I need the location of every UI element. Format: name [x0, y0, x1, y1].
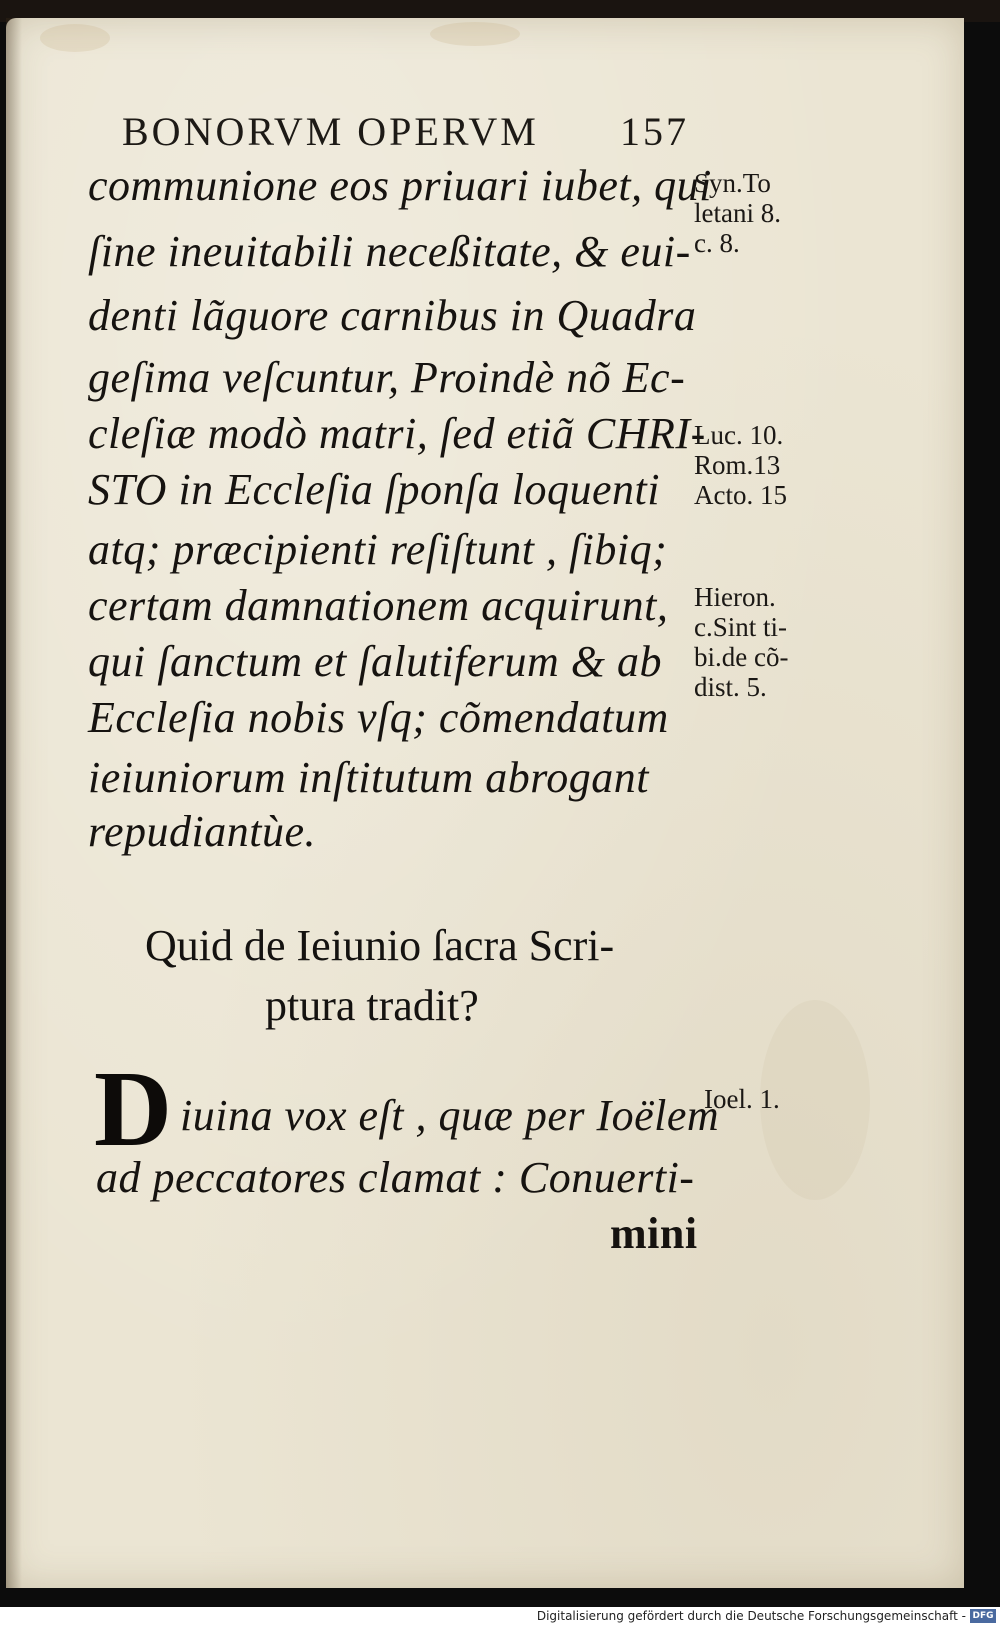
body-line: geſima veſcuntur, Proindè nõ Ec- — [88, 353, 686, 402]
running-head-title: BONORVM OPERVM — [122, 109, 539, 154]
section-heading-line-2: ptura tradit? — [265, 981, 479, 1030]
body-line: denti lãguore carnibus in Quadra — [88, 291, 697, 340]
body-line: communione eos priuari iubet, qui — [88, 161, 712, 210]
paper-stain — [430, 22, 520, 46]
footer-credit: Digitalisierung gefördert durch die Deutsche Forschungsgemeinschaft - — [536, 1609, 966, 1623]
body-line: ieiuniorum inſtitutum abrogant — [88, 753, 649, 802]
page-gutter-shadow — [6, 18, 22, 1588]
body-line: atq; præcipienti reſiſtunt , ſibiq; — [88, 525, 668, 574]
drop-capital: D — [94, 1050, 172, 1169]
running-head — [122, 108, 702, 158]
body-line: qui ſanctum et ſalutiferum & ab — [88, 637, 663, 686]
paper-stain — [40, 24, 110, 52]
margin-note: Hieron. c.Sint ti- bi.de cõ- dist. 5. — [694, 582, 789, 702]
dfg-logo-icon: DFG — [970, 1609, 996, 1623]
body-line: repudiantùe. — [88, 807, 316, 856]
body-line: ad peccatores clamat : Conuerti- — [96, 1153, 695, 1202]
body-line: certam damnationem acquirunt, — [88, 581, 669, 630]
margin-note: Luc. 10. Rom.13 Acto. 15 — [694, 420, 787, 510]
body-line: iuina vox eſt , quæ per Ioëlem — [180, 1091, 720, 1140]
body-line: ſine ineuitabili neceßitate, & eui- — [88, 227, 691, 276]
body-line: STO in Eccleſia ſponſa loquenti — [88, 465, 660, 514]
section-heading-line-1: Quid de Ieiunio ſacra Scri- — [145, 921, 615, 970]
margin-note: Ioel. 1. — [704, 1084, 780, 1114]
body-line: Eccleſia nobis vſq; cõmendatum — [88, 693, 669, 742]
body-line: cleſiæ modò matri, ſed etiã CHRI- — [88, 409, 706, 458]
margin-note: Syn.To letani 8. c. 8. — [694, 168, 781, 258]
page-number: 157 — [620, 109, 689, 154]
catchword: mini — [610, 1209, 698, 1258]
